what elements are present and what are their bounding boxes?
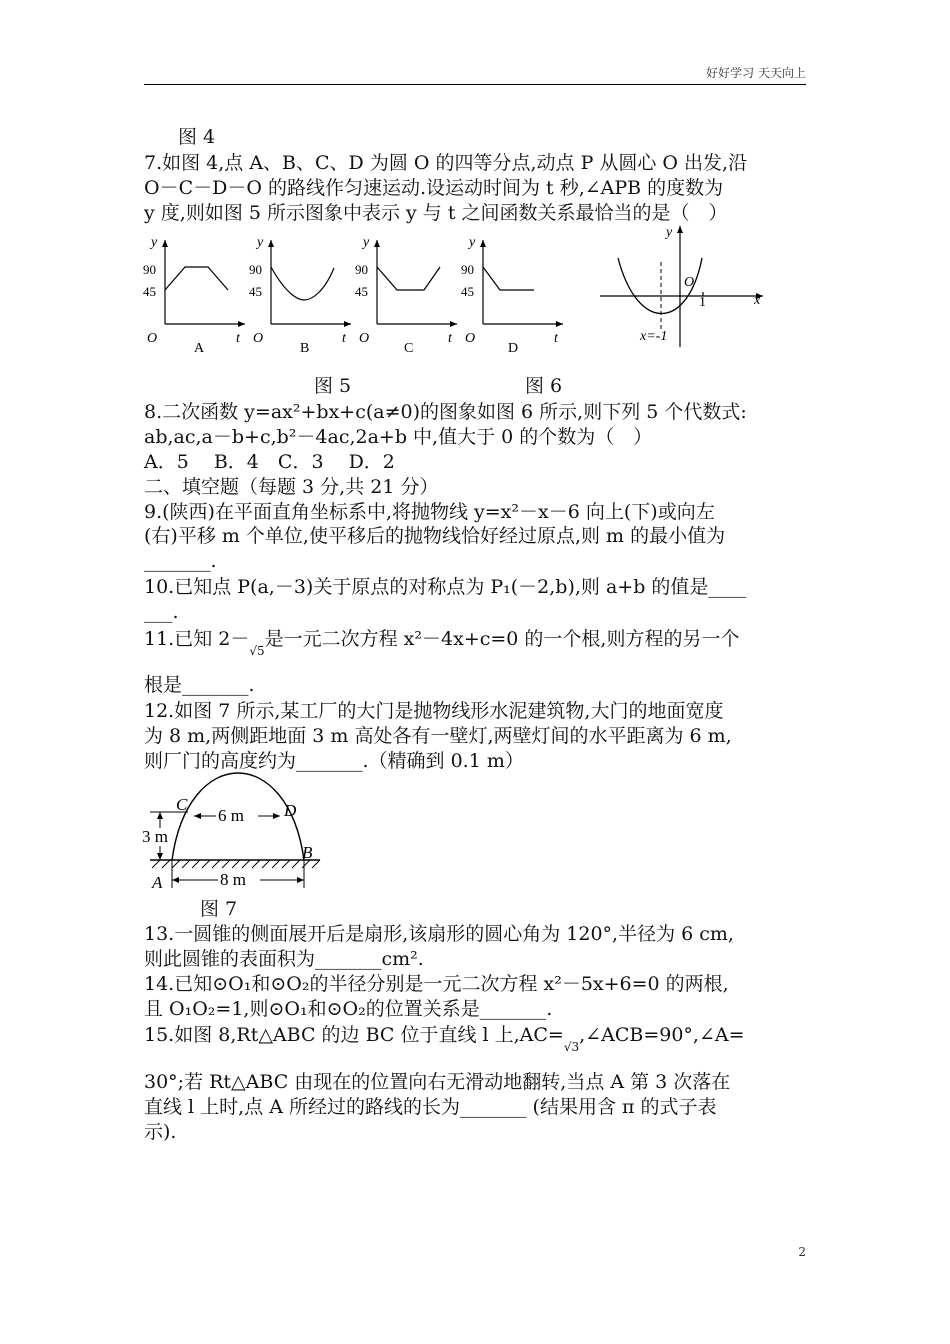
q9-line-2: (右)平移 m 个单位,使平移后的抛物线恰好经过原点,则 m 的最小值为 xyxy=(144,525,726,547)
graph-b-label: B xyxy=(300,341,310,356)
graph-b-origin: O xyxy=(253,331,264,346)
graph-c-origin: O xyxy=(359,331,370,346)
q13-line-1: 13.一圆锥的侧面展开后是扇形,该扇形的圆心角为 120°,半径为 6 cm, xyxy=(144,923,734,945)
q7-line-1: 7.如图 4,点 A、B、C、D 为圆 O 的四等分点,动点 P 从圆心 O 出发,沿 xyxy=(144,152,748,174)
figure-5-graph-a xyxy=(140,232,250,357)
figure-6-caption: 图 6 xyxy=(525,375,563,397)
graph-c-tick-90: 90 xyxy=(355,262,368,277)
q8-line-1: 8.二次函数 y=ax²+bx+c(a≠0)的图象如图 6 所示,则下列 5 个代数式: xyxy=(144,401,747,423)
fig7-point-b: B xyxy=(302,843,313,862)
q12-line-1: 12.如图 7 所示,某工厂的大门是抛物线形水泥建筑物,大门的地面宽度 xyxy=(144,700,724,722)
fig7-bottom-width: 8 m xyxy=(220,870,246,889)
page-header xyxy=(144,66,806,85)
q11-post: 是一元二次方程 x²－4x+c=0 的一个根,则方程的另一个 xyxy=(264,628,740,650)
figure-5-graph-c xyxy=(352,232,462,357)
graph-d-tick-45: 45 xyxy=(461,284,474,299)
figure-7-caption: 图 7 xyxy=(200,898,238,920)
graph-c-t-label: t xyxy=(448,331,452,346)
q11-line-1 xyxy=(144,627,740,658)
q14-line-1: 14.已知⊙O₁和⊙O₂的半径分别是一元二次方程 x²－5x+6=0 的两根, xyxy=(144,973,729,995)
q11-pre: 11.已知 2－ xyxy=(144,628,250,650)
graph-b-t-label: t xyxy=(342,331,346,346)
fig6-tick-1: 1 xyxy=(699,295,706,310)
graph-d-tick-90: 90 xyxy=(461,262,474,277)
q10-line-1: 10.已知点 P(a,－3)关于原点的对称点为 P₁(－2,b),则 a+b 的值是____ xyxy=(144,576,747,598)
fig7-top-width: 6 m xyxy=(218,806,244,825)
q8-line-2: ab,ac,a－b+c,b²－4ac,2a+b 中,值大于 0 的个数为（ ） xyxy=(144,426,653,448)
fig6-x-label: x xyxy=(754,293,761,308)
figure-5-caption: 图 5 xyxy=(314,375,352,397)
graph-a-tick-45: 45 xyxy=(143,284,156,299)
graph-a-tick-90: 90 xyxy=(143,262,156,277)
graph-b-tick-45: 45 xyxy=(249,284,262,299)
fig7-point-a: A xyxy=(152,873,163,892)
graph-d-t-label: t xyxy=(554,331,558,346)
figure-5-graph-d xyxy=(458,232,568,357)
q12-line-2: 为 8 m,两侧距地面 3 m 高处各有一壁灯,两壁灯间的水平距离为 6 m, xyxy=(144,725,732,747)
q15-sqrt: √3 xyxy=(563,1040,580,1054)
fig6-axis-of-symmetry: x=-1 xyxy=(640,329,668,344)
graph-c-tick-45: 45 xyxy=(355,284,368,299)
q15-pre: 15.如图 8,Rt△ABC 的边 BC 位于直线 l 上,AC= xyxy=(144,1024,564,1046)
q15-line-1 xyxy=(144,1023,745,1054)
graph-d-y-label: y xyxy=(469,235,476,250)
graph-b-tick-90: 90 xyxy=(249,262,262,277)
fig6-origin: O xyxy=(684,275,695,290)
graph-c-label: C xyxy=(404,341,414,356)
graph-a-y-label: y xyxy=(151,235,158,250)
q9-line-1: 9.(陕西)在平面直角坐标系中,将抛物线 y=x²－x－6 向上(下)或向左 xyxy=(144,501,715,523)
q7-line-2: O－C－D－O 的路线作匀速运动.设运动时间为 t 秒,∠APB 的度数为 xyxy=(144,177,724,199)
graph-d-origin: O xyxy=(465,331,476,346)
graph-a-label: A xyxy=(194,341,205,356)
fig6-y-label: y xyxy=(666,225,673,240)
q8-choices: A．5 B．4 C．3 D．2 xyxy=(144,451,395,473)
graph-a-t-label: t xyxy=(236,331,240,346)
page-number: 2 xyxy=(798,1245,806,1259)
graph-a-origin: O xyxy=(147,331,158,346)
q15-line-2: 30°;若 Rt△ABC 由现在的位置向右无滑动地翻转,当点 A 第 3 次落在 xyxy=(144,1071,731,1093)
q11-sqrt: √5 xyxy=(249,644,265,658)
graph-b-y-label: y xyxy=(257,235,264,250)
q13-line-2: 则此圆锥的表面积为_______cm². xyxy=(144,948,424,970)
figure-6-parabola xyxy=(598,222,773,352)
fig7-side-height: 3 m xyxy=(142,827,168,846)
figure-4-caption: 图 4 xyxy=(178,126,216,148)
q11-line-2: 根是_______. xyxy=(144,674,255,696)
q12-line-3: 则厂门的高度约为_______.（精确到 0.1 m） xyxy=(144,750,524,772)
q15-line-4: 示). xyxy=(144,1121,177,1143)
q14-line-2: 且 O₁O₂=1,则⊙O₁和⊙O₂的位置关系是_______. xyxy=(144,998,553,1020)
fig7-point-c: C xyxy=(176,795,188,814)
section-2-title: 二、填空题（每题 3 分,共 21 分） xyxy=(144,476,439,498)
graph-d-label: D xyxy=(508,341,519,356)
graph-c-y-label: y xyxy=(363,235,370,250)
q7-line-3: y 度,则如图 5 所示图象中表示 y 与 t 之间函数关系最恰当的是（ ） xyxy=(144,202,728,224)
q10-line-2: ___. xyxy=(144,601,179,623)
q15-line-3: 直线 l 上时,点 A 所经过的路线的长为_______ (结果用含 π 的式子表 xyxy=(144,1096,717,1118)
fig7-point-d: D xyxy=(284,801,297,820)
q15-post: ,∠ACB=90°,∠A= xyxy=(579,1024,745,1046)
figure-5-graph-b xyxy=(246,232,356,357)
header-text: 好好学习 天天向上 xyxy=(706,66,806,80)
q9-line-3: _______. xyxy=(144,550,217,572)
figure-7-gate xyxy=(138,772,338,900)
